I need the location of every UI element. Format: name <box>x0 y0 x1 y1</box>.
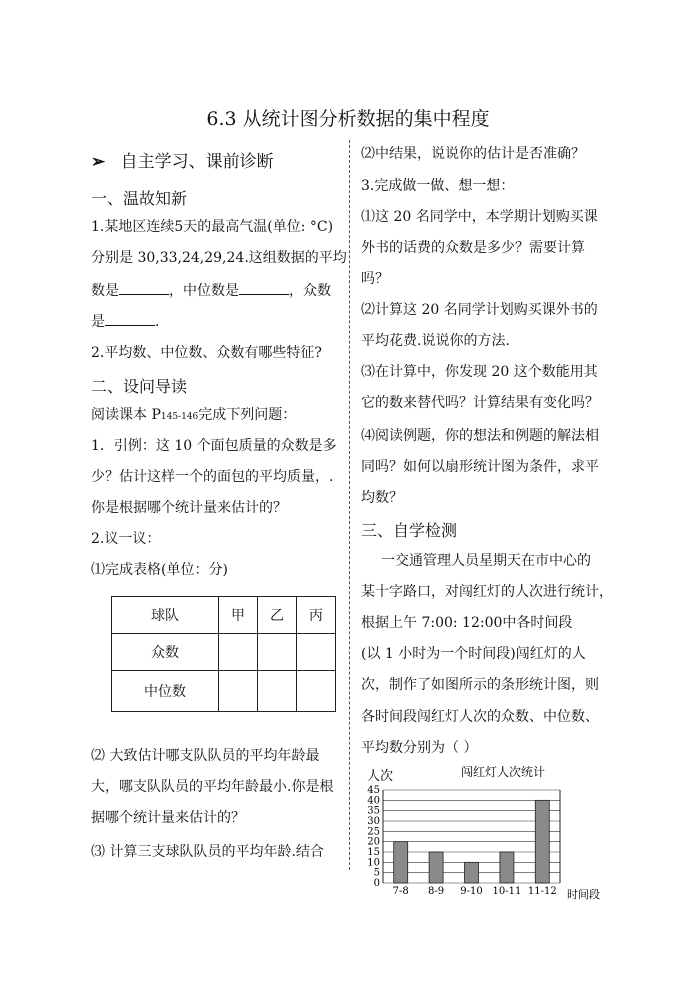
y-tick-label: 20 <box>367 836 380 848</box>
section-heading <box>91 147 341 172</box>
q1-text-d: 是 <box>91 314 105 330</box>
column-divider <box>349 140 350 870</box>
reading-text-a: 阅读课本 P <box>91 407 161 423</box>
intro-q-line-2: 少？估计这样一个的面包的平均质量，. <box>91 469 334 485</box>
section-3-title: 三、自学检测 <box>361 521 458 540</box>
row-label: 中位数 <box>112 671 219 712</box>
page-title: 6.3 从统计图分析数据的集中程度 <box>206 108 490 130</box>
row-label: 众数 <box>112 634 219 671</box>
y-tick-label: 10 <box>367 857 380 869</box>
median-blank[interactable] <box>239 280 289 295</box>
r6-line-1: ⑷阅读例题，你的想法和例题的解法相 <box>361 428 599 444</box>
r6-line-3: 均数？ <box>361 490 403 506</box>
p2-line-3: 据哪个统计量来估计的？ <box>91 810 245 826</box>
problem-line-1: 一交通管理人员星期天在市中心的 <box>381 553 591 569</box>
q1-line-2: 分别是 30,33,24,29,24.这组数据的平均 <box>91 250 347 266</box>
r5-line-1: ⑶在计算中，你发现 20 这个数能用其 <box>361 364 598 380</box>
q1-line-4 <box>91 311 341 332</box>
table-cell[interactable] <box>219 671 258 712</box>
intro-q-line-1: 1．引例：这 10 个面包质量的众数是多 <box>91 438 337 454</box>
y-tick-label: 0 <box>373 878 380 889</box>
arrow-bullet-icon: ➢ <box>91 152 106 172</box>
table-cell[interactable] <box>258 634 297 671</box>
x-tick-label: 11-12 <box>527 886 557 897</box>
problem-line-5: 次，制作了如图所示的条形统计图，则 <box>361 677 599 693</box>
table-row <box>112 634 336 671</box>
y-tick-label: 30 <box>367 816 380 827</box>
score-table <box>111 596 336 712</box>
y-tick-label: 35 <box>367 805 380 817</box>
section-1-title: 一、温故知新 <box>91 189 188 208</box>
q1-text-a: 数是 <box>91 283 119 299</box>
r1: ⑵中结果，说说你的估计是否准确？ <box>361 146 585 162</box>
mean-blank[interactable] <box>119 280 169 295</box>
bar-8-9 <box>429 852 443 883</box>
table-header-row <box>112 597 336 634</box>
bar-9-10 <box>465 862 479 883</box>
table-instruction: ⑴完成表格(单位：分) <box>91 562 228 578</box>
table-header-cell: 甲 <box>219 597 258 634</box>
table-header-cell: 乙 <box>258 597 297 634</box>
problem-line-6: 各时间段闯红灯人次的众数、中位数、 <box>361 709 599 725</box>
section-2-title: 二、设问导读 <box>91 377 188 396</box>
r4-line-1: ⑵计算这 20 名同学计划购买课外书的 <box>361 302 598 318</box>
p2-line-2: 大，哪支队队员的平均年龄最小.你是根 <box>91 779 334 795</box>
reading-text-b: 完成下列问题： <box>198 407 297 423</box>
r3-line-3: 吗？ <box>361 271 389 287</box>
q1-line-1: 1.某地区连续5天的最高气温(单位: °C) <box>91 219 334 235</box>
x-tick-label: 8-9 <box>428 886 445 897</box>
q2: 2.平均数、中位数、众数有哪些特征? <box>91 345 322 361</box>
bar-11-12 <box>535 800 549 883</box>
problem-line-3: 根据上午 7:00: 12:00中各时间段 <box>361 615 573 631</box>
reading-instruction <box>91 405 341 427</box>
r6-line-2: 同吗？如何以扇形统计图为条件，求平 <box>361 459 599 475</box>
table-header-cell: 球队 <box>112 597 219 634</box>
x-tick-label: 7-8 <box>392 886 409 897</box>
section-heading-text: 自主学习、课前诊断 <box>120 152 274 172</box>
page-range-subscript: 145-146 <box>160 412 199 422</box>
p2-line-1: ⑵ 大致估计哪支队队员的平均年龄最 <box>91 748 320 764</box>
chart-title: 闯红灯人次统计 <box>461 765 546 779</box>
r5-line-2: 它的数来替代吗？计算结果有变化吗？ <box>361 395 599 411</box>
table-cell[interactable] <box>297 671 336 712</box>
bar-7-8 <box>394 842 408 883</box>
table-header-cell: 丙 <box>297 597 336 634</box>
intro-q-line-3: 你是根据哪个统计量来估计的？ <box>91 500 287 516</box>
q1-text-e: . <box>155 314 160 330</box>
chart-x-label: 时间段 <box>567 888 600 901</box>
table-cell[interactable] <box>297 634 336 671</box>
y-tick-label: 45 <box>367 785 380 796</box>
y-tick-label: 40 <box>367 795 380 807</box>
y-tick-label: 15 <box>367 847 380 858</box>
table-cell[interactable] <box>258 671 297 712</box>
problem-line-4: (以 1 小时为一个时间段)闯红灯的人 <box>361 646 586 662</box>
p3-line-1: ⑶ 计算三支球队队员的平均年龄.结合 <box>91 844 324 860</box>
r4-line-2: 平均花费.说说你的方法. <box>361 333 510 349</box>
chart-y-label: 人次 <box>367 769 394 784</box>
problem-line-2: 某十字路口，对闯红灯的人次进行统计， <box>361 584 613 600</box>
r2: 3.完成做一做、想一想： <box>361 178 515 194</box>
bar-10-11 <box>500 852 514 883</box>
q1-text-b: ，中位数是 <box>169 283 239 299</box>
q1-line-3 <box>91 280 341 301</box>
y-tick-label: 25 <box>367 826 380 838</box>
mode-blank[interactable] <box>105 311 155 326</box>
r3-line-2: 外书的话费的众数是多少？需要计算 <box>361 240 585 256</box>
x-tick-label: 9-10 <box>460 886 483 897</box>
red-light-bar-chart <box>355 760 630 905</box>
x-tick-label: 10-11 <box>492 886 522 897</box>
r3-line-1: ⑴这 20 名同学中，本学期计划购买课 <box>361 209 598 225</box>
problem-line-7: 平均数分别为（ ） <box>361 740 478 756</box>
discuss-heading: 2.议一议： <box>91 531 161 547</box>
q1-text-c: ，众数 <box>289 283 331 299</box>
y-tick-label: 5 <box>373 867 380 879</box>
table-cell[interactable] <box>219 634 258 671</box>
table-row <box>112 671 336 712</box>
